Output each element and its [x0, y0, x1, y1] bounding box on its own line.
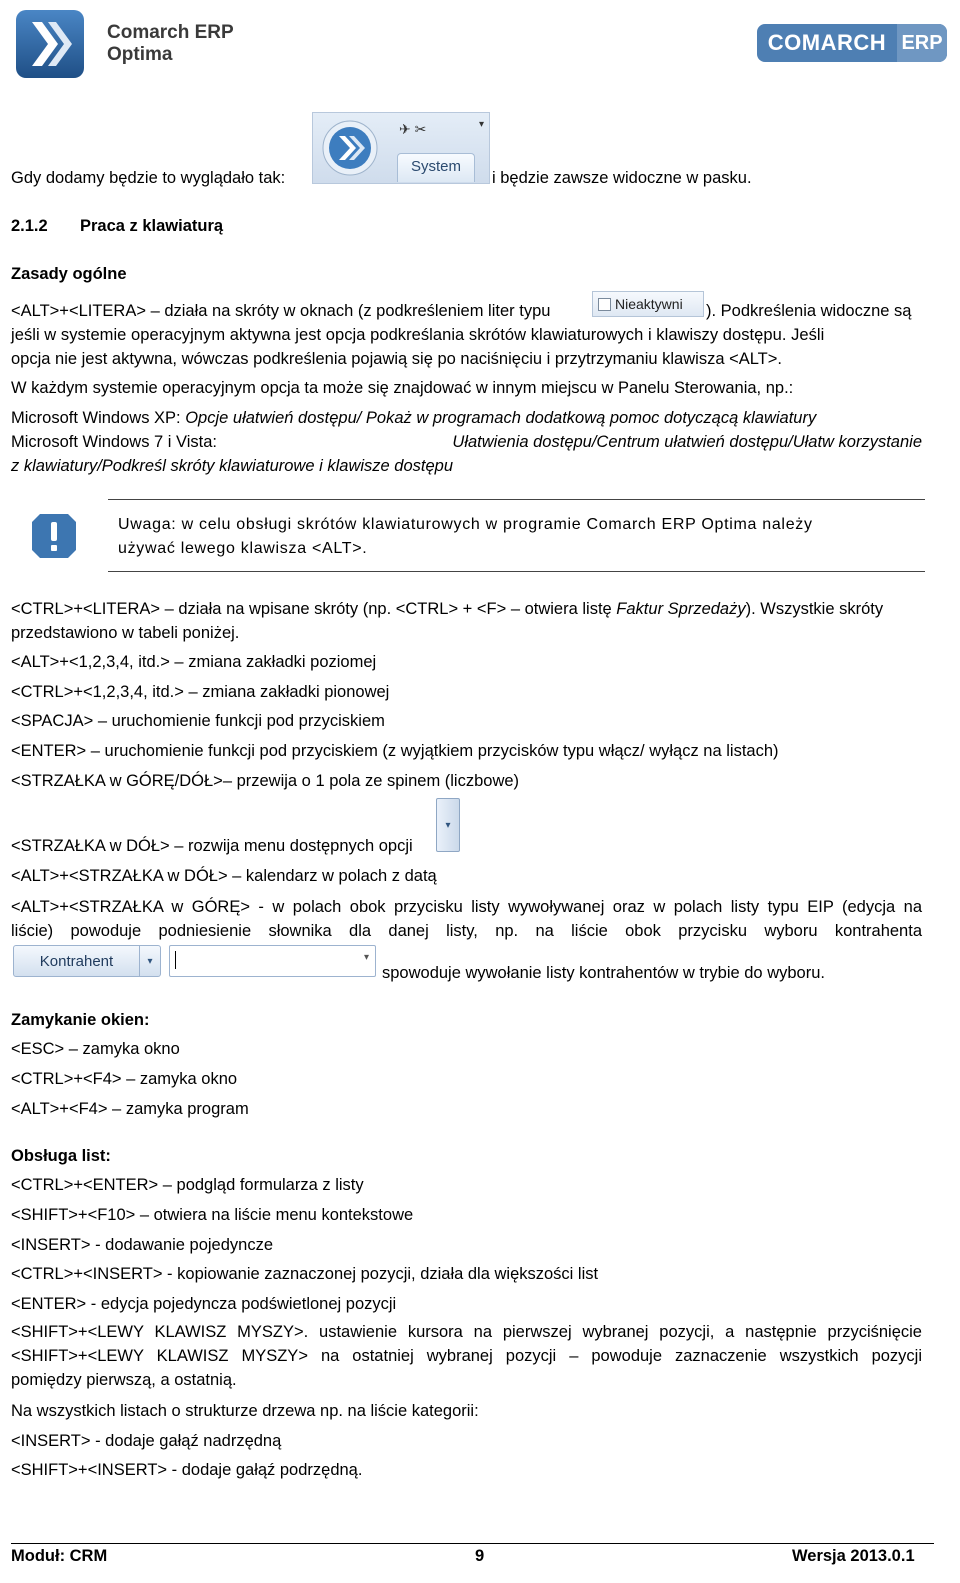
optima-logo-icon	[14, 8, 86, 80]
general-p1-part2: ). Podkreślenia widoczne są	[706, 302, 912, 320]
w7-prefix: Microsoft Windows 7 i Vista:	[11, 433, 218, 451]
lists-item: <INSERT> - dodawanie pojedyncze	[11, 1236, 274, 1254]
ctrl-letter-italic: Faktur Sprzedaży	[616, 600, 746, 618]
closing-heading: Zamykanie okien:	[11, 1011, 150, 1029]
note-line1: Uwaga: w celu obsługi skrótów klawiaturowych w programie Comarch ERP Optima należy	[118, 516, 813, 533]
badge-erp: ERP	[897, 24, 947, 62]
shift-click-paragraph	[11, 1320, 922, 1392]
inactive-label: Nieaktywni	[615, 296, 683, 312]
general-p1-line3: opcja nie jest aktywna, wówczas podkreślenia pojawią się po naciśnięciu i przytrzymaniu klawisza <ALT>.	[11, 350, 782, 368]
tree-shift-insert: <SHIFT>+<INSERT> - dodaje gałąź podrzędną.	[11, 1461, 363, 1479]
lists-item: <CTRL>+<ENTER> – podgląd formularza z listy	[11, 1176, 364, 1194]
shortcut-alt-arrow-up-after: spowoduje wywołanie listy kontrahentów w trybie do wyboru.	[382, 964, 825, 982]
toolbar-icons: ✈ ✂	[399, 121, 427, 137]
shortcut-enter: <ENTER> – uruchomienie funkcji pod przyciskiem (z wyjątkiem przycisków typu włącz/ wyłącz na listach)	[11, 742, 779, 760]
general-heading: Zasady ogólne	[11, 265, 127, 283]
kontrahent-button[interactable]	[13, 945, 161, 977]
xp-prefix: Microsoft Windows XP:	[11, 409, 186, 427]
general-p1-part1: <ALT>+<LITERA> – działa na skróty w oknach (z podkreśleniem liter typu	[11, 302, 551, 320]
logo-text-line1: Comarch ERP	[107, 22, 234, 43]
logo-text	[107, 22, 234, 66]
shortcut-ctrl-num: <CTRL>+<1,2,3,4, itd.> – zmiana zakładki pionowej	[11, 683, 390, 701]
footer-rule	[11, 1543, 934, 1544]
closing-item: <ESC> – zamyka okno	[11, 1040, 180, 1058]
shortcut-alt-arrow-up-line1	[11, 895, 922, 943]
ctrl-letter-line2: przedstawiono w tabeli poniżej.	[11, 624, 240, 642]
w7-path-line1: Ułatwienia dostępu/Centrum ułatwień dostępu/Ułatw korzystanie	[452, 433, 922, 451]
w7-path-line2: z klawiatury/Podkreśl skróty klawiaturowe i klawisze dostępu	[11, 457, 454, 475]
text-cursor	[175, 951, 176, 969]
shortcut-alt-num: <ALT>+<1,2,3,4, itd.> – zmiana zakładki poziomej	[11, 653, 377, 671]
checkbox-icon[interactable]	[598, 298, 611, 311]
intro-after: i będzie zawsze widoczne w pasku.	[492, 169, 752, 187]
system-tab-screenshot	[312, 112, 490, 184]
tab-system[interactable]: System	[397, 153, 475, 182]
general-xp	[11, 408, 816, 428]
footer-page: 9	[475, 1547, 485, 1565]
tree-insert: <INSERT> - dodaje gałąź nadrzędną	[11, 1432, 282, 1450]
ctrl-letter-line1	[11, 599, 883, 619]
closing-item: <CTRL>+<F4> – zamyka okno	[11, 1070, 238, 1088]
alt-arrow-up-text1: <ALT>+<STRZAŁKA w GÓRĘ> - w polach obok przycisku listy wywoływanej oraz w polach listy typu EIP (edycja na	[11, 898, 922, 916]
chevron-down-icon: ▾	[139, 946, 160, 976]
kontrahent-button-label: Kontrahent	[39, 952, 114, 970]
optima-round-icon	[321, 119, 379, 177]
alt-arrow-up-text2: liście) powoduje podniesienie słownika dla danej listy, np. na liście obok przycisku wyboru kontrahenta	[11, 922, 922, 940]
lists-item: <ENTER> - edycja pojedyncza podświetlonej pozycji	[11, 1295, 397, 1313]
shift-click-line2: <SHIFT>+<LEWY KLAWISZ MYSZY> na ostatniej wybranej pozycji – powoduje zaznaczenie wszystkich pozycji	[11, 1347, 922, 1365]
general-p2: W każdym systemie operacyjnym opcja ta może się znajdować w innym miejscu w Panelu Sterowania, np.:	[11, 379, 794, 397]
warning-icon	[30, 512, 78, 560]
section-number: 2.1.2	[11, 217, 48, 235]
inactive-checkbox-screenshot	[592, 291, 704, 317]
xp-path: Opcje ułatwień dostępu/ Pokaż w programach dodatkową pomoc dotyczącą klawiatury	[185, 409, 817, 427]
lists-item: <CTRL>+<INSERT> - kopiowanie zaznaczonej pozycji, działa dla większości list	[11, 1265, 599, 1283]
ctrl-letter-part2: ). Wszystkie skróty	[745, 600, 884, 618]
kontrahent-combo-input[interactable]	[169, 945, 376, 977]
intro-before: Gdy dodamy będzie to wyglądało tak:	[11, 169, 286, 187]
comarch-badge	[757, 24, 947, 62]
chevron-down-icon: ▾	[479, 119, 485, 130]
general-p1-line2: jeśli w systemie operacyjnym aktywna jest opcja podkreślania skrótów klawiaturowych i klawiszy dostępu. Jeśli	[11, 326, 825, 344]
tree-intro: Na wszystkich listach o strukturze drzewa np. na liście kategorii:	[11, 1402, 479, 1420]
shortcut-space: <SPACJA> – uruchomienie funkcji pod przyciskiem	[11, 712, 385, 730]
note-line2: używać lewego klawisza <ALT>.	[118, 540, 368, 557]
shift-click-line3: pomiędzy pierwszą, a ostatnią.	[11, 1371, 237, 1389]
general-w7	[11, 432, 922, 452]
badge-comarch: COMARCH	[767, 30, 887, 55]
section-title: Praca z klawiaturą	[80, 217, 224, 235]
shift-click-line1: <SHIFT>+<LEWY KLAWISZ MYSZY>. ustawienie kursora na pierwszej wybranej pozycji, a następnie przyciśnięcie	[11, 1323, 922, 1341]
note-rule-bottom	[108, 571, 925, 572]
closing-item: <ALT>+<F4> – zamyka program	[11, 1100, 249, 1118]
lists-heading: Obsługa list:	[11, 1147, 111, 1165]
footer-version: Wersja 2013.0.1	[792, 1547, 915, 1565]
note-rule-top	[108, 499, 925, 500]
ctrl-letter-part1: <CTRL>+<LITERA> – działa na wpisane skróty (np. <CTRL> + <F> – otwiera listę	[11, 600, 617, 618]
shortcut-arrow-down: <STRZAŁKA w DÓŁ> – rozwija menu dostępnych opcji	[11, 837, 413, 855]
shortcut-arrow-updown: <STRZAŁKA w GÓRĘ/DÓŁ>– przewija o 1 pola ze spinem (liczbowe)	[11, 772, 520, 790]
logo-text-line2: Optima	[107, 44, 173, 65]
shortcut-alt-arrow-down: <ALT>+<STRZAŁKA w DÓŁ> – kalendarz w polach z datą	[11, 867, 437, 885]
chevron-down-icon: ▾	[363, 952, 369, 963]
lists-item: <SHIFT>+<F10> – otwiera na liście menu kontekstowe	[11, 1206, 414, 1224]
dropdown-button-icon[interactable]: ▾	[436, 798, 460, 852]
footer-module: Moduł: CRM	[11, 1547, 108, 1565]
